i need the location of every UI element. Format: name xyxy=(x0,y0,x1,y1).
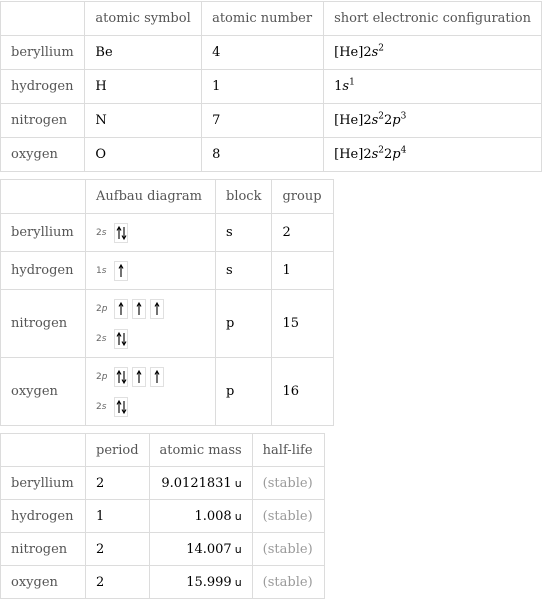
half-life: (stable) xyxy=(252,533,324,566)
spin-up-icon xyxy=(114,261,128,281)
mass-unit: u xyxy=(234,542,242,556)
atomic-symbol: N xyxy=(85,104,202,138)
table-row xyxy=(1,214,334,252)
period: 1 xyxy=(86,500,150,533)
orbital-subshell: s xyxy=(101,401,107,412)
orbital-row xyxy=(96,397,205,417)
element-name: oxygen xyxy=(1,138,85,172)
block: p xyxy=(216,358,272,426)
column-header xyxy=(1,434,86,467)
column-header: atomic symbol xyxy=(85,2,202,36)
electron-configuration xyxy=(324,70,542,104)
element-name: hydrogen xyxy=(1,70,85,104)
orbital-subshell: s xyxy=(101,265,107,276)
orbital-shell: 2 xyxy=(96,333,102,344)
period: 2 xyxy=(86,467,150,500)
atomic-mass xyxy=(149,566,252,599)
table-row xyxy=(1,566,325,599)
column-header: atomic mass xyxy=(149,434,252,467)
config-electrons: 3 xyxy=(400,111,407,122)
element-name: oxygen xyxy=(1,566,86,599)
atomic-mass xyxy=(149,500,252,533)
half-life: (stable) xyxy=(252,467,324,500)
electron-configuration xyxy=(324,104,542,138)
config-core: [He] xyxy=(334,113,364,128)
config-subshell: p xyxy=(392,147,401,162)
table-row xyxy=(1,533,325,566)
config-electrons: 2 xyxy=(378,111,384,122)
mass-unit: u xyxy=(234,509,242,523)
half-life: (stable) xyxy=(252,500,324,533)
orbital-subshell: s xyxy=(101,333,107,344)
config-shell: 2 xyxy=(363,113,372,128)
orbital-shell: 1 xyxy=(96,265,102,276)
spin-pair-icon xyxy=(114,329,128,349)
orbital-shell: 2 xyxy=(96,227,102,238)
config-shell: 1 xyxy=(334,79,343,94)
atomic-symbol: Be xyxy=(85,36,202,70)
orbital-label xyxy=(96,334,114,344)
config-subshell: s xyxy=(342,79,350,94)
group: 1 xyxy=(272,252,334,290)
spin-pair-icon xyxy=(114,367,128,387)
atomic-number: 1 xyxy=(202,70,324,104)
element-name: beryllium xyxy=(1,214,86,252)
block: s xyxy=(216,252,272,290)
orbital-subshell: s xyxy=(101,227,107,238)
orbital-label xyxy=(96,228,114,238)
orbital-subshell: p xyxy=(101,371,108,382)
orbital-row xyxy=(96,261,205,281)
spin-pair-icon xyxy=(114,397,128,417)
atomic-symbol: O xyxy=(85,138,202,172)
element-name: nitrogen xyxy=(1,290,86,358)
period: 2 xyxy=(86,566,150,599)
table-row xyxy=(1,290,334,358)
element-name: nitrogen xyxy=(1,104,85,138)
config-electrons: 2 xyxy=(378,145,384,156)
mass-unit: u xyxy=(234,575,242,589)
column-header xyxy=(1,180,86,214)
orbital-subshell: p xyxy=(101,303,108,314)
orbital-row xyxy=(96,299,205,319)
group: 2 xyxy=(272,214,334,252)
mass-table xyxy=(0,433,325,599)
spin-up-icon xyxy=(150,367,164,387)
atomic-mass xyxy=(149,533,252,566)
atomic-symbol: H xyxy=(85,70,202,104)
column-header: period xyxy=(86,434,150,467)
mass-value: 14.007 xyxy=(186,541,232,557)
column-header xyxy=(1,2,85,36)
mass-value: 9.0121831 xyxy=(161,475,232,491)
table-row xyxy=(1,138,542,172)
aufbau-diagram xyxy=(86,358,216,426)
table-row xyxy=(1,467,325,500)
mass-unit: u xyxy=(234,476,242,490)
config-shell: 2 xyxy=(363,45,372,60)
half-life: (stable) xyxy=(252,566,324,599)
element-name: oxygen xyxy=(1,358,86,426)
orbital-shell: 2 xyxy=(96,401,102,412)
table-header-row xyxy=(1,2,542,36)
atomic-number: 7 xyxy=(202,104,324,138)
orbital-row xyxy=(96,329,205,349)
table-header-row xyxy=(1,180,334,214)
spin-up-icon xyxy=(150,299,164,319)
config-subshell: s xyxy=(371,45,379,60)
element-name: beryllium xyxy=(1,36,85,70)
config-shell: 2 xyxy=(384,113,393,128)
table-row xyxy=(1,500,325,533)
table-header-row xyxy=(1,434,325,467)
electron-configuration xyxy=(324,36,542,70)
config-core: [He] xyxy=(334,147,364,162)
config-electrons: 2 xyxy=(378,43,384,54)
orbital-row xyxy=(96,223,205,243)
config-shell: 2 xyxy=(384,147,393,162)
group: 16 xyxy=(272,358,334,426)
config-subshell: s xyxy=(371,147,379,162)
aufbau-diagram xyxy=(86,290,216,358)
spin-up-icon xyxy=(132,299,146,319)
table-row xyxy=(1,252,334,290)
spin-up-icon xyxy=(114,299,128,319)
atomic-number: 4 xyxy=(202,36,324,70)
block: s xyxy=(216,214,272,252)
orbital-label xyxy=(96,402,114,412)
mass-value: 15.999 xyxy=(186,574,232,590)
config-subshell: p xyxy=(392,113,401,128)
column-header: atomic number xyxy=(202,2,324,36)
group: 15 xyxy=(272,290,334,358)
element-name: hydrogen xyxy=(1,500,86,533)
atomic-mass xyxy=(149,467,252,500)
column-header: half-life xyxy=(252,434,324,467)
aufbau-table xyxy=(0,179,334,426)
config-subshell: s xyxy=(371,113,379,128)
element-name: nitrogen xyxy=(1,533,86,566)
orbital-shell: 2 xyxy=(96,303,102,314)
table-row xyxy=(1,104,542,138)
mass-value: 1.008 xyxy=(194,508,232,524)
column-header: block xyxy=(216,180,272,214)
spin-pair-icon xyxy=(114,223,128,243)
config-electrons: 1 xyxy=(349,77,355,88)
element-name: hydrogen xyxy=(1,252,86,290)
orbital-shell: 2 xyxy=(96,371,102,382)
column-header: group xyxy=(272,180,334,214)
aufbau-diagram xyxy=(86,252,216,290)
electron-configuration xyxy=(324,138,542,172)
config-core: [He] xyxy=(334,45,364,60)
orbital-label xyxy=(96,266,114,276)
config-electrons: 4 xyxy=(400,145,407,156)
block: p xyxy=(216,290,272,358)
spin-up-icon xyxy=(132,367,146,387)
orbital-label xyxy=(96,304,114,314)
aufbau-diagram xyxy=(86,214,216,252)
orbital-row xyxy=(96,367,205,387)
column-header: short electronic configuration xyxy=(324,2,542,36)
column-header: Aufbau diagram xyxy=(86,180,216,214)
orbital-label xyxy=(96,372,114,382)
element-name: beryllium xyxy=(1,467,86,500)
table-row xyxy=(1,358,334,426)
period: 2 xyxy=(86,533,150,566)
config-shell: 2 xyxy=(363,147,372,162)
table-row xyxy=(1,36,542,70)
table-row xyxy=(1,70,542,104)
atomic-number: 8 xyxy=(202,138,324,172)
electron-config-table xyxy=(0,1,542,172)
